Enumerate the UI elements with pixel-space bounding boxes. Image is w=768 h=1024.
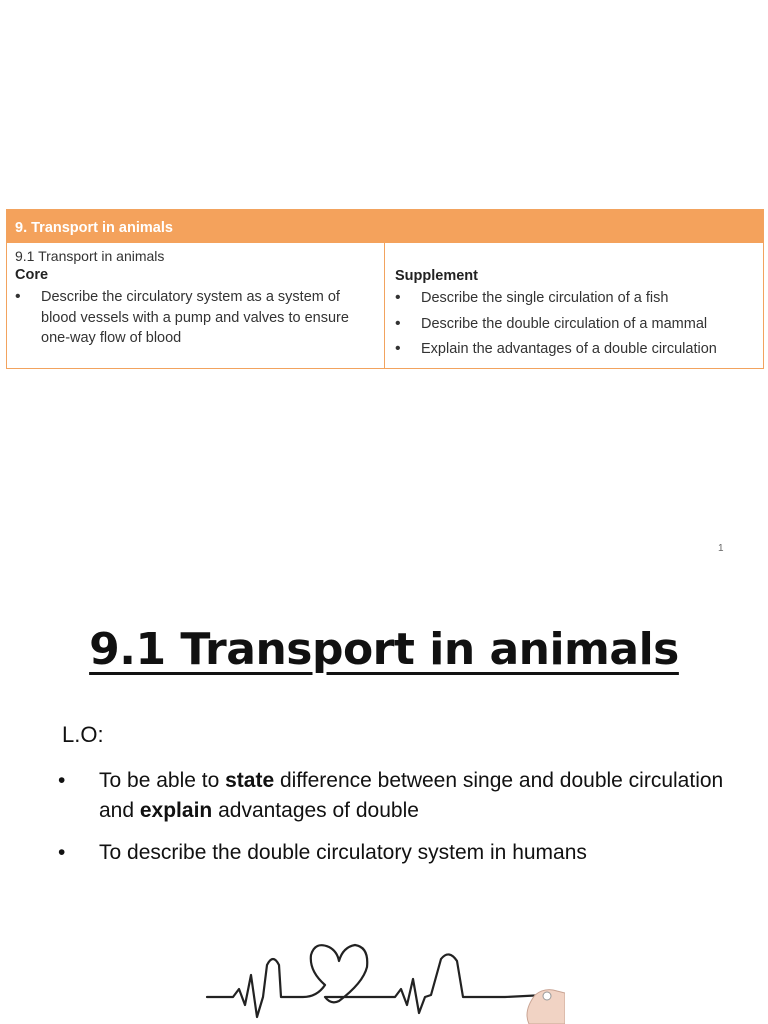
list-item-text: Describe the double circulation of a mammal <box>421 315 708 332</box>
heart-heartbeat-line-icon <box>205 935 565 1024</box>
syllabus-table <box>6 209 764 369</box>
keyword-explain: explain <box>139 799 213 822</box>
slide-number: 1 <box>718 543 724 554</box>
list-item-text: Describe the circulatory system as a system of blood vessels with a pump and valves to ensure one-way flow of blood <box>41 289 349 346</box>
syllabus-header: 9. Transport in animals <box>7 210 763 243</box>
core-column <box>7 243 385 368</box>
supplement-column <box>385 243 763 368</box>
core-title: Core <box>15 267 49 283</box>
slide-title <box>0 624 768 675</box>
subsection-title: 9.1 Transport in animals <box>15 248 165 264</box>
list-item <box>58 838 738 868</box>
text-run: advantages of double <box>212 799 419 822</box>
objective-text <box>99 769 723 822</box>
list-item <box>395 288 755 309</box>
list-item <box>58 766 738 826</box>
list-item <box>395 339 755 360</box>
bullet: • <box>58 769 66 792</box>
core-list <box>15 287 376 349</box>
list-item-text: Explain the advantages of a double circulation <box>421 341 717 357</box>
bullet: • <box>58 841 66 864</box>
bullet: • <box>395 314 401 332</box>
bullet: • <box>15 288 21 305</box>
keyword-state: state <box>225 769 275 792</box>
learning-objectives-list <box>58 766 738 880</box>
slide-title-text: 9.1 Transport in animals <box>89 624 679 675</box>
syllabus-body <box>7 243 763 368</box>
text-run: difference between singe and double circulation and <box>99 769 724 822</box>
bullet: • <box>395 340 401 357</box>
list-item <box>395 314 755 335</box>
supplement-list <box>395 288 755 360</box>
supplement-title: Supplement <box>395 268 478 284</box>
bullet: • <box>395 289 401 306</box>
objective-text: To describe the double circulatory system in humans <box>99 841 587 864</box>
learning-objectives-label: L.O: <box>62 722 104 747</box>
text-run: To be able to <box>99 769 226 792</box>
list-item <box>15 287 376 349</box>
list-item-text: Describe the single circulation of a fish <box>421 290 669 306</box>
